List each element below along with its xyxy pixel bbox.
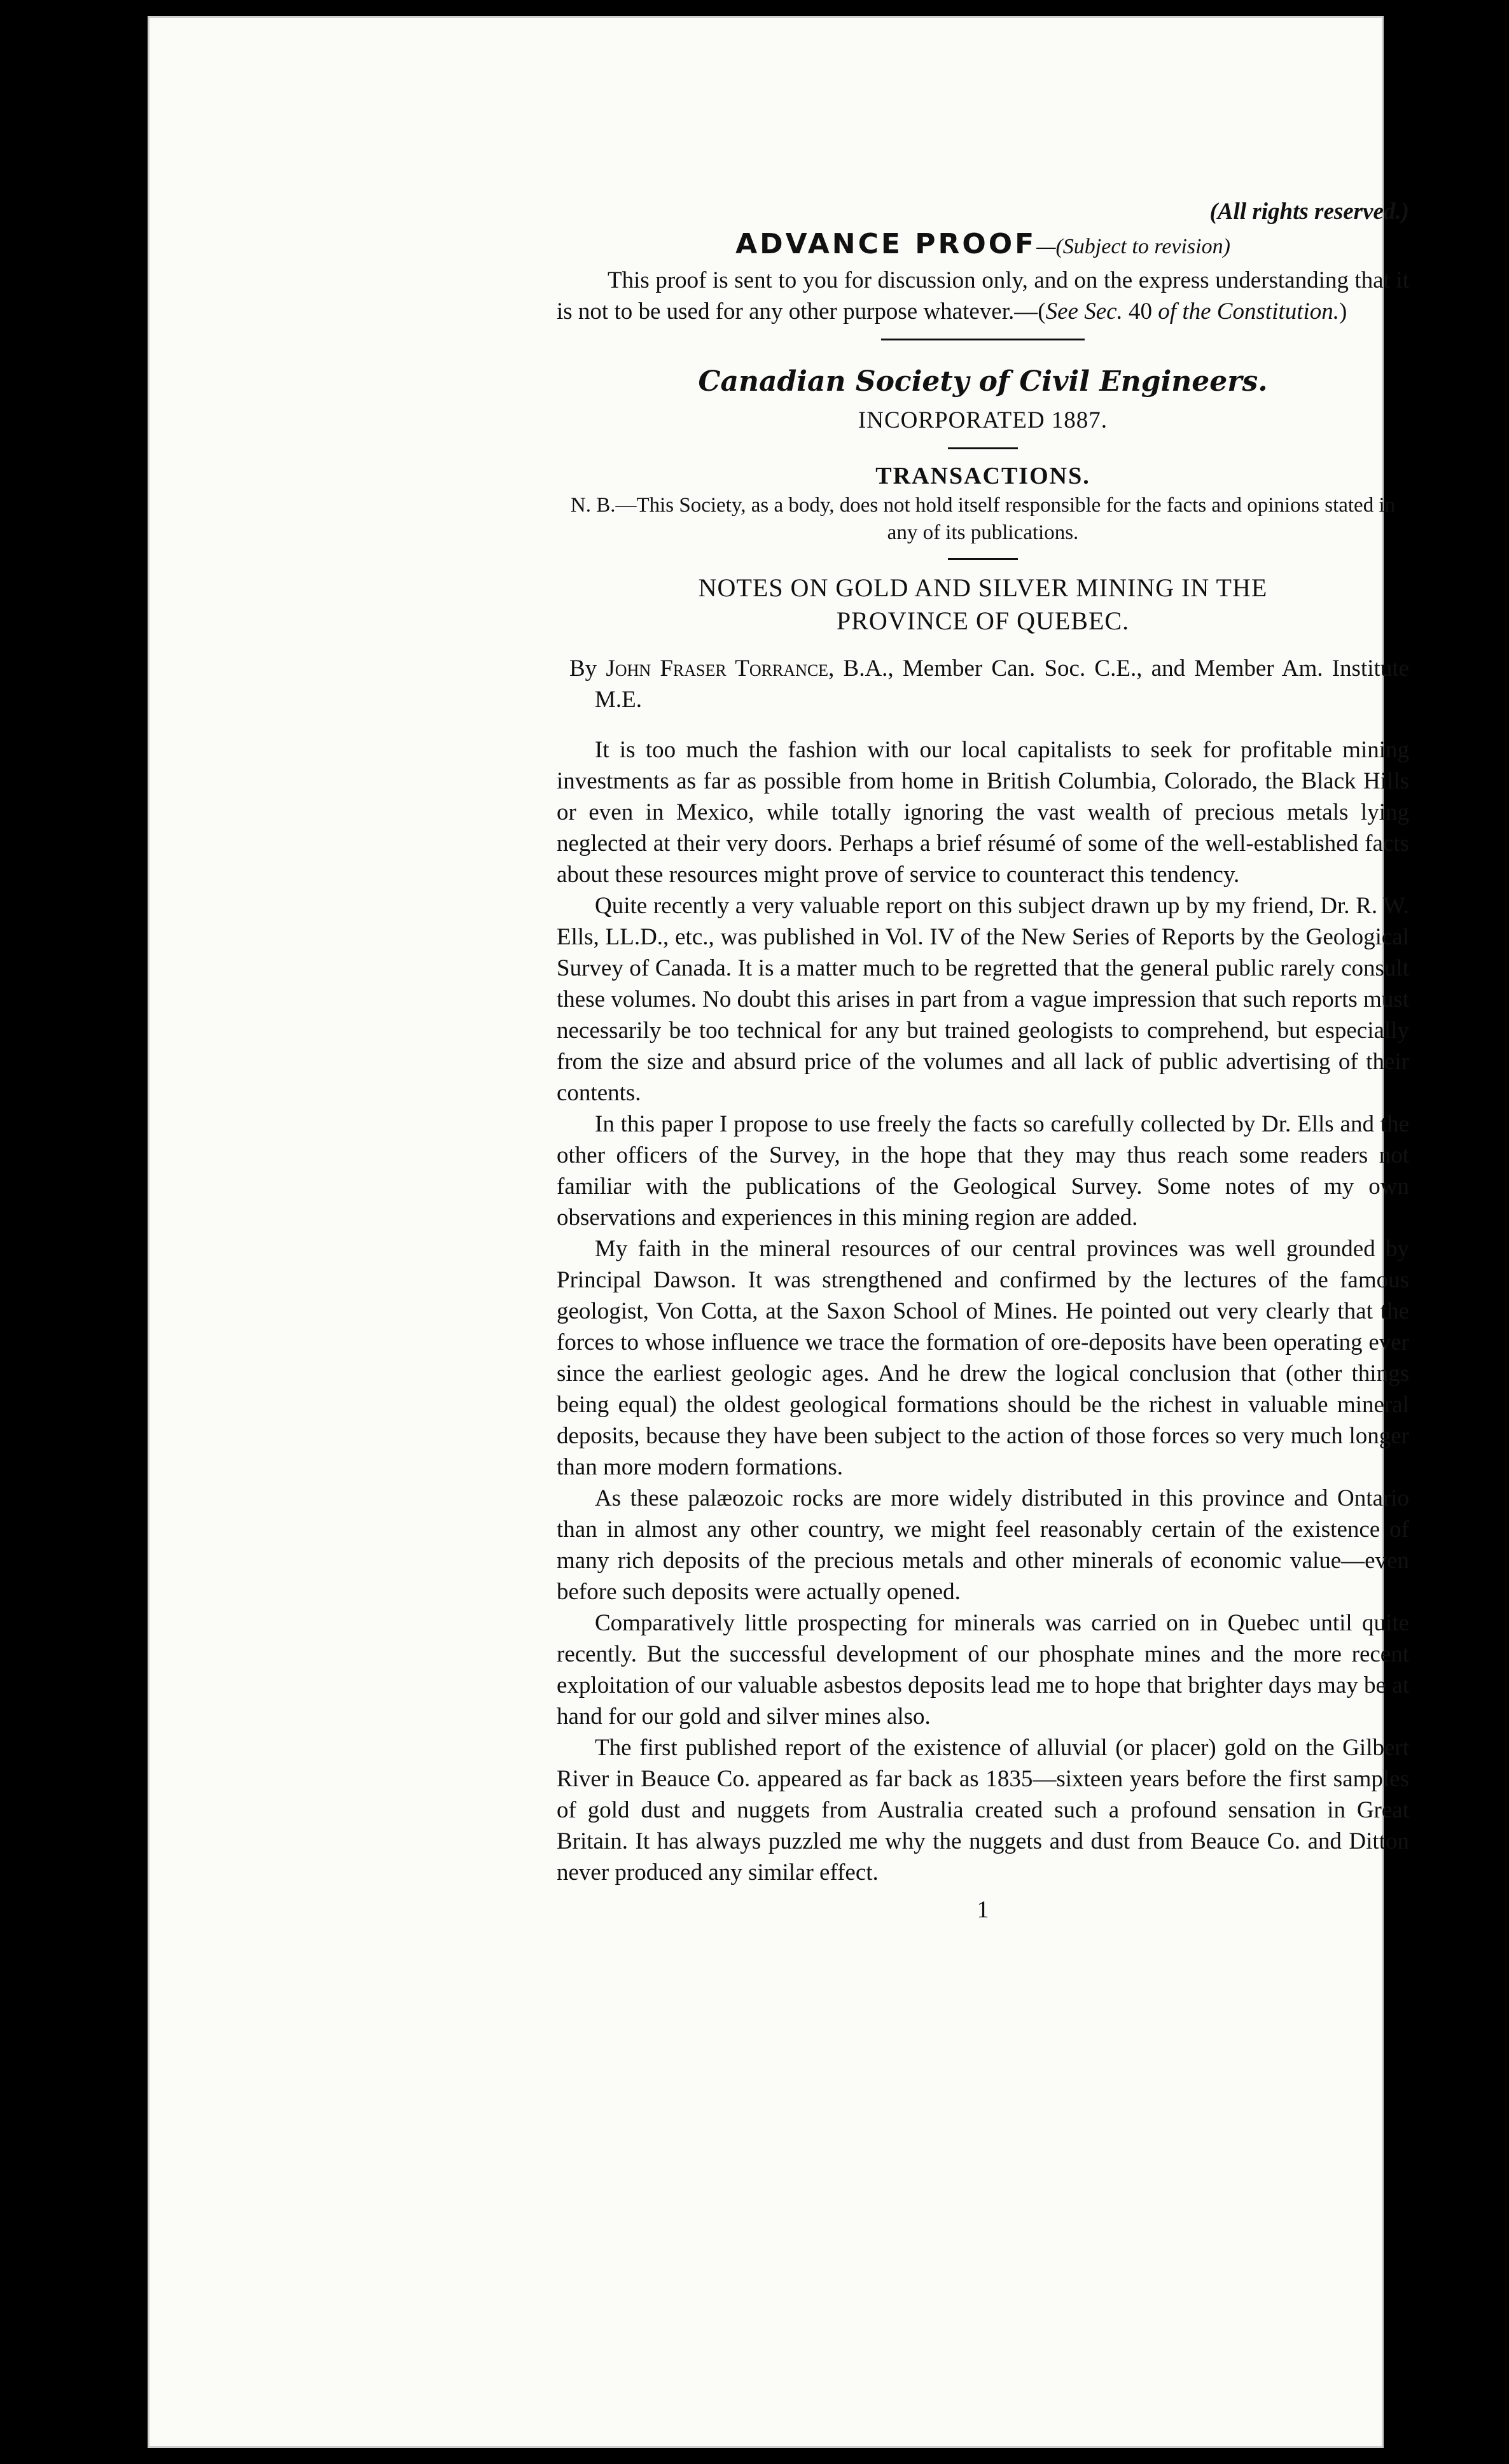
body-paragraph: My faith in the mineral resources of our central provinces was well grounded by Principal Dawson. It was strengthened and confirmed by the lectures of the famous geologist, Von Cotta, at the Saxon School of Mines. He pointed out very clearly that the forces to whose influence we trace the formation of ore-deposits have been operating ever since the earliest geologic ages. And he drew the logical conclusion that (other things being equal) the oldest geological formations should be the richest in valuable mineral deposits, because they have been subject to the action of those forces so very much longer than more modern formations. bbox=[557, 1236, 1409, 1480]
section-heading: TRANSACTIONS. bbox=[875, 463, 1090, 489]
proof-note-end: ) bbox=[1339, 298, 1347, 325]
byline-prefix: By bbox=[569, 655, 606, 682]
disclaimer-note: N. B.—This Society, as a body, does not hold itself responsible for the facts and opinions stated in any of its publications. bbox=[570, 494, 1396, 544]
article-title-line-2: PROVINCE OF QUEBEC. bbox=[836, 606, 1130, 635]
page-number: 1 bbox=[977, 1896, 989, 1923]
divider-rule bbox=[948, 558, 1018, 560]
divider-rule bbox=[881, 339, 1085, 340]
byline bbox=[557, 653, 1409, 715]
rights-notice: (All rights reserved.) bbox=[1209, 199, 1409, 225]
proof-heading bbox=[557, 228, 1409, 262]
author-name: John Fraser Torrance bbox=[606, 655, 829, 682]
document-page bbox=[148, 16, 1409, 2448]
body-paragraph: It is too much the fashion with our local capitalists to seek for profitable mining investments as far as possible from home in British Columbia, Colorado, the Black Hills or even in Mexico, while totally ignoring the vast wealth of precious metals lying neglected at their very doors. Perhaps a brief résumé of some of the well-established facts about these resources might prove of service to counteract this tendency. bbox=[557, 737, 1409, 888]
incorporation-line: INCORPORATED 1887. bbox=[858, 407, 1108, 433]
proof-subtitle: —(Subject to revision) bbox=[1036, 235, 1230, 258]
society-name: Canadian Society of Civil Engineers. bbox=[698, 365, 1268, 398]
body-paragraph: As these palæozoic rocks are more widely distributed in this province and Ontario than in almost any other country, we might feel reasonably certain of the existence of many rich deposits of the precious metals and other minerals of economic value—even before such deposits were actually opened. bbox=[557, 1485, 1409, 1605]
proof-note bbox=[557, 265, 1409, 327]
article-title-line-1: NOTES ON GOLD AND SILVER MINING IN THE bbox=[698, 573, 1268, 602]
body-paragraph: Quite recently a very valuable report on this subject drawn up by my friend, Dr. R. W. Ells, LL.D., etc., was published in Vol. IV of the New Series of Reports by the Geological Survey of Canada. It is a matter much to be regretted that the general public rarely consult these volumes. No doubt this arises in part from a vague impression that such reports must necessarily be too technical for any but trained geologists to comprehend, but especially from the size and absurd price of the volumes and all lack of public advertising of their contents. bbox=[557, 893, 1409, 1106]
proof-note-num: 40 bbox=[1122, 298, 1158, 325]
body-paragraph: Comparatively little prospecting for minerals was carried on in Quebec until quite recently. But the successful development of our phosphate mines and the more recent exploitation of our valuable asbestos deposits lead me to hope that brighter days may be at hand for our gold and silver mines also. bbox=[557, 1610, 1409, 1730]
body-paragraph: The first published report of the existence of alluvial (or placer) gold on the Gilbert River in Beauce Co. appeared as far back as 1835—sixteen years before the first samples of gold dust and nuggets from Australia created such a profound sensation in Great Britain. It has always puzzled me why the nuggets and dust from Beauce Co. and Ditton never produced any similar effect. bbox=[557, 1735, 1409, 1886]
proof-note-ref2: of the Constitution. bbox=[1158, 298, 1340, 325]
divider-rule bbox=[948, 447, 1018, 449]
text-column bbox=[557, 196, 1409, 1950]
body-paragraph: In this paper I propose to use freely the facts so carefully collected by Dr. Ells and the other officers of the Survey, in the hope that they may thus reach some readers not familiar with the publications of the Geological Survey. Some notes of my own observations and experiences in this mining region are added. bbox=[557, 1111, 1409, 1231]
proof-note-ref: See Sec. bbox=[1045, 298, 1123, 325]
proof-title: ADVANCE PROOF bbox=[735, 228, 1037, 260]
author-credentials: , B.A., Member Can. Soc. C.E., and Member Am. Institute M.E. bbox=[595, 655, 1409, 713]
proof-note-text: This proof is sent to you for discussion only, and on the express understanding that it is not to be used for any other purpose whatever.—( bbox=[557, 267, 1409, 325]
